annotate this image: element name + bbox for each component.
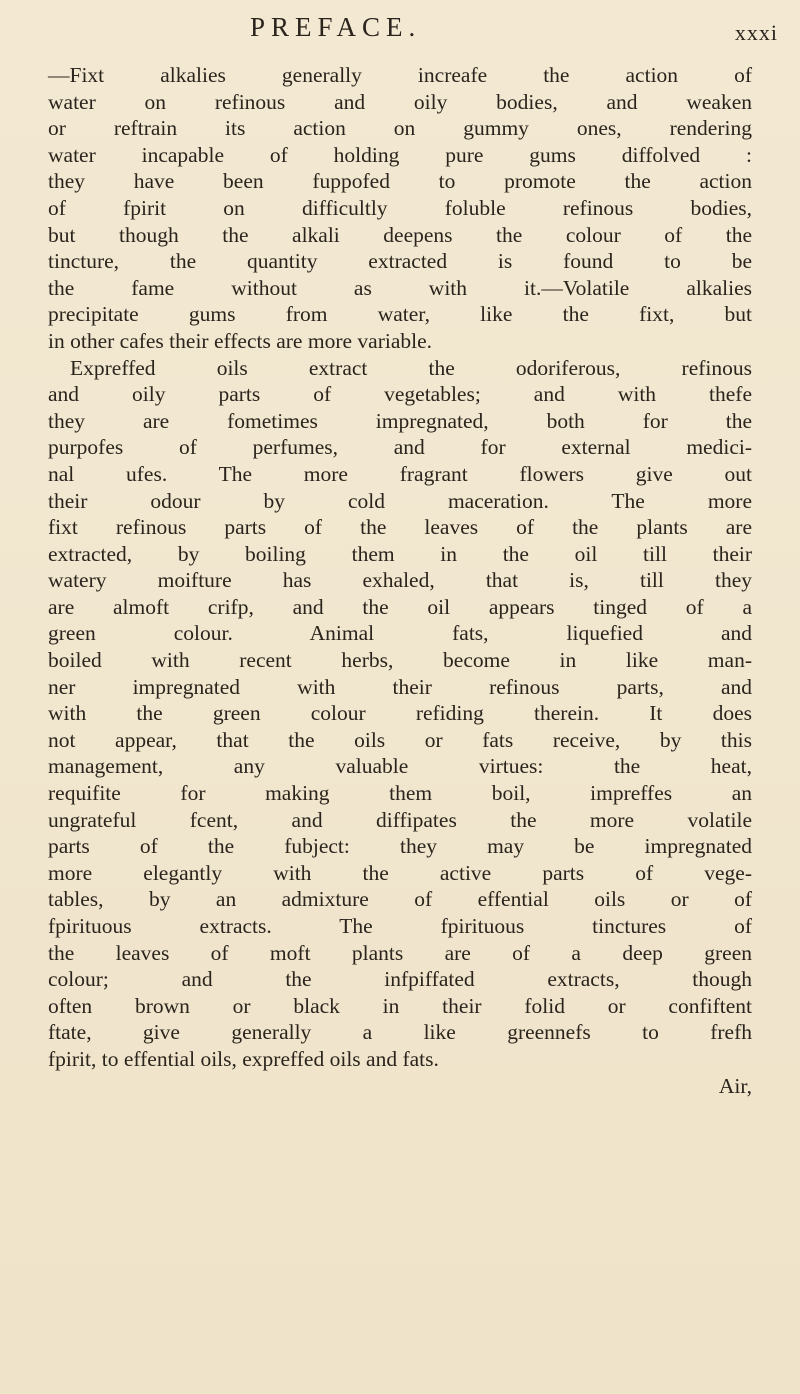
text-line: fpirituous extracts. The fpirituous tinctures of — [48, 914, 752, 938]
text-line: —Fixt alkalies generally increafe the action of — [48, 63, 752, 87]
text-line: tables, by an admixture of effential oils or of — [48, 887, 752, 912]
text-line: watery moifture has exhaled, that is, till they — [48, 568, 752, 593]
text-line: ner impregnated with their refinous parts, and — [48, 674, 752, 699]
text-line: but though the alkali deepens the colour of the — [48, 222, 752, 247]
text-line: of fpirit on difficultly foluble refinous bodies, — [48, 195, 752, 220]
text-line: colour; and the infpiffated extracts, though — [48, 967, 752, 992]
text-line: often brown or black in their folid or confiftent — [48, 993, 752, 1018]
text-line: more elegantly with the active parts of vege- — [48, 860, 752, 885]
text-line: their odour by cold maceration. The more — [48, 488, 752, 513]
text-line: nal ufes. The more fragrant flowers give out — [48, 461, 752, 486]
catchword: Air, — [718, 1073, 752, 1098]
text-line: Expreffed oils extract the odoriferous, refinous — [70, 355, 752, 380]
text-line: fixt refinous parts of the leaves of the plants are — [48, 515, 752, 540]
page-header — [0, 10, 800, 50]
text-line: the fame without as with it.—Volatile alkalies — [48, 275, 752, 300]
text-line: water incapable of holding pure gums diffolved : — [48, 142, 752, 167]
text-line: ungrateful fcent, and diffipates the more volatile — [48, 807, 752, 832]
text-line: with the green colour refiding therein. It does — [48, 701, 752, 726]
text-line: management, any valuable virtues: the heat, — [48, 754, 752, 779]
running-head: PREFACE. — [250, 12, 422, 42]
text-line: the leaves of moft plants are of a deep green — [48, 940, 752, 965]
text-line: not appear, that the oils or fats receive, by this — [48, 727, 752, 752]
text-line: they have been fuppofed to promote the action — [48, 169, 752, 194]
page-number: xxxi — [734, 20, 778, 45]
body-text — [48, 62, 752, 1099]
text-line: ftate, give generally a like greennefs to frefh — [48, 1020, 752, 1045]
text-line: requifite for making them boil, impreffes an — [48, 781, 752, 806]
text-line: precipitate gums from water, like the fixt, but — [48, 302, 752, 327]
text-line: boiled with recent herbs, become in like man- — [48, 648, 752, 673]
text-line: purpofes of perfumes, and for external medici- — [48, 435, 752, 460]
text-line: green colour. Animal fats, liquefied and — [48, 621, 752, 646]
text-line: extracted, by boiling them in the oil till their — [48, 541, 752, 566]
text-line: or reftrain its action on gummy ones, rendering — [48, 116, 752, 141]
text-line: tincture, the quantity extracted is found to be — [48, 249, 752, 274]
text-line: and oily parts of vegetables; and with thefe — [48, 382, 752, 407]
text-line: are almoft crifp, and the oil appears tinged of a — [48, 594, 752, 619]
text-line: parts of the fubject: they may be impregnated — [48, 834, 752, 859]
text-line: water on refinous and oily bodies, and weaken — [48, 89, 752, 114]
text-line: fpirit, to effential oils, expreffed oils and fats. — [48, 1046, 439, 1071]
text-line: in other cafes their effects are more variable. — [48, 328, 433, 353]
text-line: they are fometimes impregnated, both for the — [48, 408, 752, 433]
